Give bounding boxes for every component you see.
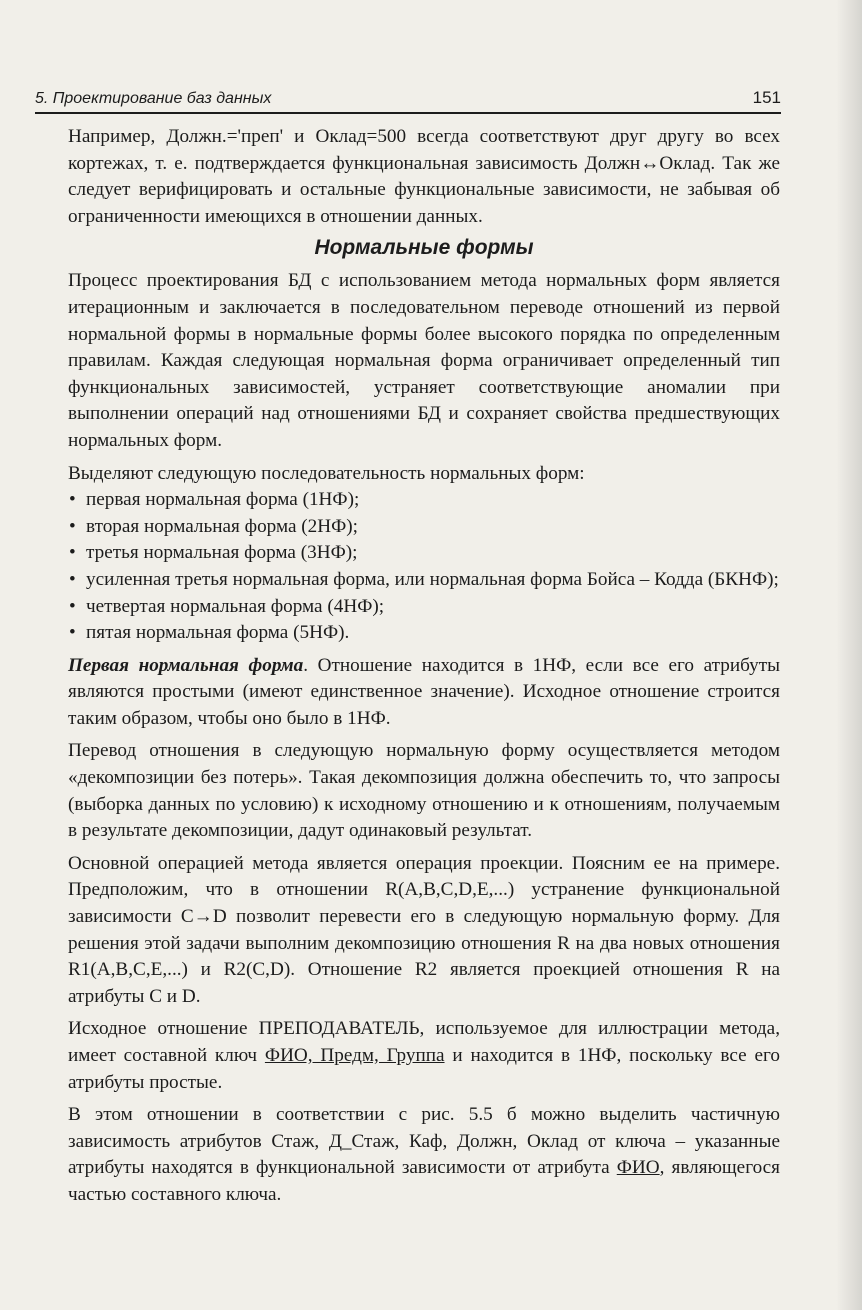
list-item — [68, 620, 780, 647]
intro-paragraph: Например, Должн.='преп' и Оклад=500 всегда соответствуют друг другу во всех кортежах, т. е. подтверждается функциональная зависимость Должн↔Оклад. Так же следует верифицировать и остальные функциональные зависимости, не забывая об ограниченности имеющихся в отношении данных. — [68, 126, 780, 227]
paragraph-projection: Основной операцией метода является операция проекции. Поясним ее на примере. Предположим, что в отношении R(A,B,C,D,E,...) устранение функциональной зависимости C→D позволит перевести его в следующую нормальную форму. Для решения этой задачи выполним декомпозицию отношения R на два новых отношения R1(A,B,C,E,...) и R2(C,D). Отношение R2 является проекцией отношения R на атрибуты C и D. — [68, 852, 780, 1007]
bullet-icon: • — [69, 568, 76, 590]
page-body — [68, 124, 780, 1209]
paragraph-text: и находится в 1НФ, поскольку все его атрибуты простые. — [68, 1045, 780, 1093]
paragraph-text: , являющегося частью составного ключа. — [68, 1157, 780, 1205]
list-item-text: усиленная третья нормальная форма, или нормальная форма Бойса – Кодда (БКНФ); — [86, 568, 779, 590]
list-item — [68, 594, 780, 621]
paragraph-partial-dependency — [68, 1102, 780, 1208]
paragraph-normal-forms-process: Процесс проектирования БД с использованием метода нормальных форм является итерационным и заключается в последовательном переводе отношений из первой нормальной формы в нормальные формы более высокого порядка по определенным правилам. Каждая следующая нормальная форма ограничивает определенный тип функциональных зависимостей, устраняет соответствующие аномалии при выполнении операций над отношениями БД и сохраняет свойства предшествующих нормальных форм. — [68, 270, 780, 451]
list-item-text: пятая нормальная форма (5НФ). — [86, 622, 350, 644]
term-first-normal-form: Первая нормальная форма — [68, 654, 304, 676]
bullet-icon: • — [69, 515, 76, 537]
list-item-text: третья нормальная форма (3НФ); — [86, 542, 358, 564]
paragraph-text: . Отношение находится в 1НФ, если все его атрибуты являются простыми (имеют единственное значение). Исходное отношение строится таким образом, чтобы оно было в 1НФ. — [68, 654, 780, 729]
list-item — [68, 514, 780, 541]
composite-key: ФИО, Предм, Группа — [264, 1045, 445, 1066]
paragraph-text: Исходное отношение ПРЕПОДАВАТЕЛЬ, используемое для иллюстрации метода, имеет составной ключ — [68, 1018, 780, 1066]
paragraph-lossless-decomposition: Перевод отношения в следующую нормальную форму осуществляется методом «декомпозиции без потерь». Такая декомпозиция должна обеспечить то, что запросы (выборка данных по условию) к исходному отношению и к отношениям, получаемым в результате декомпозиции, дадут одинаковый результат. — [68, 740, 780, 842]
list-item — [68, 567, 780, 594]
key-attribute: ФИО — [616, 1157, 660, 1179]
normal-forms-list — [68, 487, 780, 647]
paragraph-text: В этом отношении в соответствии с рис. 5.5 б можно выделить частичную зависимость атрибутов Стаж, Д_Стаж, Каф, Должн, Оклад от ключа – указанные атрибуты находятся в функциональной зависимости от атрибута — [68, 1104, 780, 1179]
list-item — [68, 487, 780, 514]
paragraph-first-normal-form — [68, 653, 780, 733]
list-item-text: первая нормальная форма (1НФ); — [86, 489, 360, 511]
section-title: Нормальные формы — [314, 236, 534, 260]
paragraph-teacher-relation — [68, 1016, 780, 1096]
running-title: 5. Проектирование баз данных — [35, 90, 272, 107]
list-item-text: вторая нормальная форма (2НФ); — [86, 515, 359, 537]
paragraph-sequence-intro: Выделяют следующую последовательность нормальных форм: — [68, 462, 585, 484]
page-number: 151 — [752, 88, 781, 107]
page-header — [35, 86, 781, 114]
scan-edge-shadow — [836, 0, 862, 1310]
bullet-icon: • — [69, 622, 76, 644]
bullet-icon: • — [69, 595, 76, 617]
bullet-icon: • — [69, 489, 76, 511]
bullet-icon: • — [69, 542, 76, 564]
list-item — [68, 540, 780, 567]
list-item-text: четвертая нормальная форма (4НФ); — [86, 595, 385, 617]
